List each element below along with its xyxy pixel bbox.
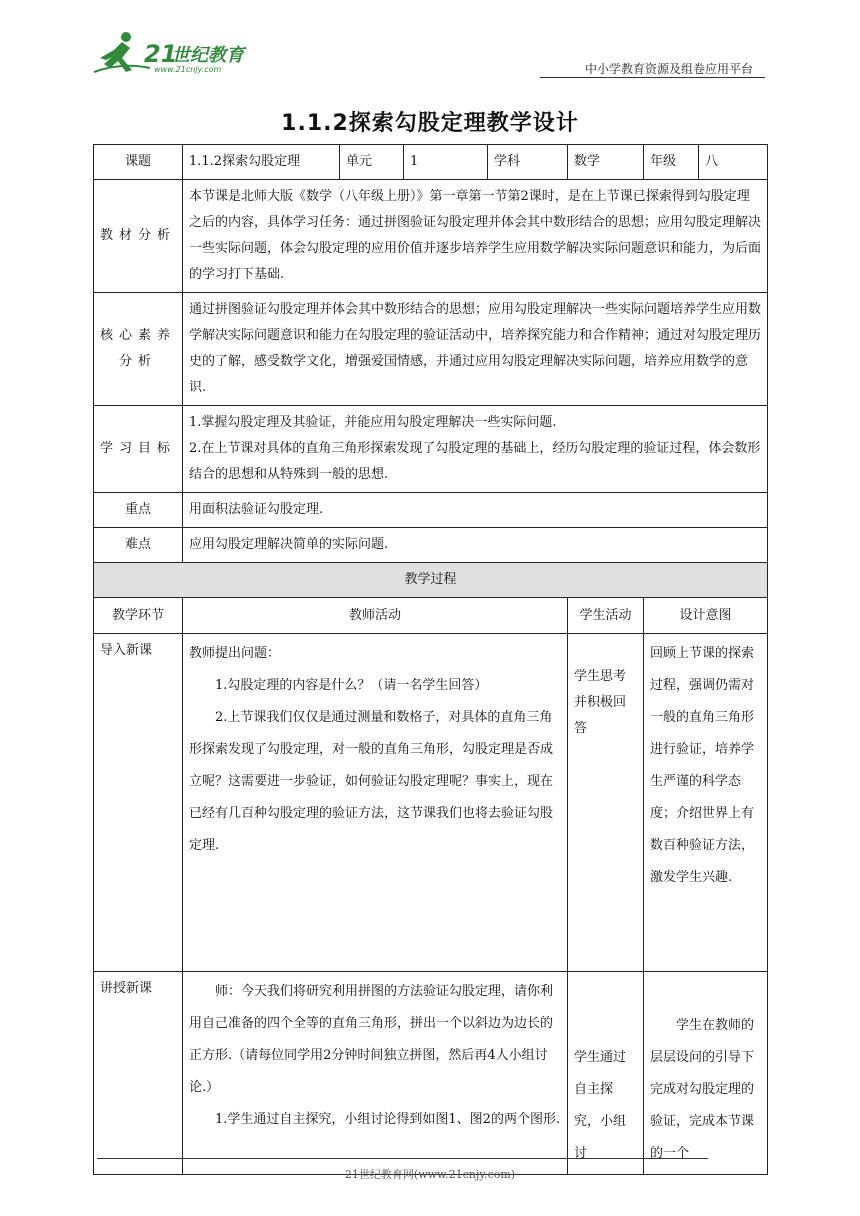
document-title: 1.1.2探索勾股定理教学设计 [281, 111, 579, 136]
teach-stage: 讲授新课 [94, 972, 183, 1175]
topic-value: 1.1.2探索勾股定理 [183, 145, 340, 180]
literacy-text: 通过拼图验证勾股定理并体会其中数形结合的思想；应用勾股定理解决一些实际问题培养学生应用数学解决实际问题意识和能力在勾股定理的验证活动中，培养探究能力和合作精神；通过对勾股定理历史的了解，感受数学文化，增强爱国情感，并通过应用勾股定理解决实际问题，培养应用数学的意识. [183, 293, 768, 406]
lesson-plan-table [93, 144, 768, 1175]
teach-student: 学生通过自主探究，小组讨 [568, 972, 644, 1175]
info-row [94, 145, 768, 180]
platform-name: 中小学教育资源及组卷应用平台 [584, 62, 753, 76]
subject-value: 数学 [568, 145, 644, 180]
goals-row [94, 406, 768, 493]
goals-label: 学习目标 [94, 406, 183, 493]
key-row [94, 493, 768, 528]
header-intent: 设计意图 [644, 598, 768, 634]
header-teacher: 教师活动 [183, 598, 568, 634]
header-stage: 教学环节 [94, 598, 183, 634]
page-header [0, 0, 860, 90]
teach-row [94, 972, 768, 1175]
goal-2: 2.在上节课对具体的直角三角形探索发现了勾股定理的基础上，经历勾股定理的验证过程，体会数形结合的思想和从特殊到一般的思想. [189, 441, 761, 482]
literacy-label: 核心素养分析 [94, 293, 183, 406]
unit-value: 1 [404, 145, 488, 180]
goals-cell [183, 406, 768, 493]
literacy-row [94, 293, 768, 406]
intro-teacher [183, 634, 568, 972]
material-row [94, 180, 768, 293]
material-text: 本节课是北师大版《数学（八年级上册）》第一章第一节第2课时，是在上节课已探索得到勾股定理之后的内容，具体学习任务：通过拼图验证勾股定理并体会其中数形结合的思想；应用勾股定理解决一些实际问题，体会勾股定理的应用价值并逐步培养学生应用数学解决实际问题意识和能力，为后面的学习打下基础. [183, 180, 768, 293]
intro-teacher-line-2: 1.勾股定理的内容是什么？（请一名学生回答） [215, 678, 488, 693]
teach-intent: 学生在教师的层层设问的引导下完成对勾股定理的验证，完成本节课的一个 [644, 972, 768, 1175]
intro-teacher-line-1: 教师提出问题： [189, 646, 281, 661]
header-student: 学生活动 [568, 598, 644, 634]
footer-divider [97, 1158, 708, 1159]
grade-label: 年级 [644, 145, 699, 180]
intro-student: 学生思考并积极回答 [568, 634, 644, 972]
intro-row [94, 634, 768, 972]
header-divider [540, 77, 765, 78]
process-header-row [94, 598, 768, 634]
grade-value: 八 [699, 145, 768, 180]
teach-teacher-line-1: 师：今天我们将研究利用拼图的方法验证勾股定理，请你利用自己准备的四个全等的直角三角形，拼出一个以斜边为边长的正方形.（请每位同学用2分钟时间独立拼图，然后再4人小组讨论.） [189, 984, 554, 1095]
unit-label: 单元 [340, 145, 404, 180]
subject-label: 学科 [488, 145, 568, 180]
intro-teacher-line-3: 2.上节课我们仅仅是通过测量和数格子，对具体的直角三角形探索发现了勾股定理，对一般的直角三角形，勾股定理是否成立呢？这需要进一步验证，如何验证勾股定理呢？事实上，现在已经有几百种勾股定理的验证方法，这节课我们也将去验证勾股定理. [189, 710, 554, 853]
svg-text:www.21cnjy.com: www.21cnjy.com [154, 65, 222, 74]
intro-intent: 回顾上节课的探索过程，强调仍需对一般的直角三角形进行验证，培养学生严谨的科学态度；介绍世界上有数百种验证方法，激发学生兴趣. [644, 634, 768, 972]
difficulty-label: 难点 [94, 528, 183, 563]
footer-text: 21世纪教育网(www.21cnjy.com) [344, 1168, 516, 1181]
difficulty-text: 应用勾股定理解决简单的实际问题. [183, 528, 768, 563]
topic-label: 课题 [94, 145, 183, 180]
svg-text:世纪教育: 世纪教育 [172, 45, 244, 66]
difficulty-row [94, 528, 768, 563]
svg-text:21: 21 [144, 40, 178, 68]
material-label: 教材分析 [94, 180, 183, 293]
runner-logo-icon [92, 28, 262, 78]
teach-teacher [183, 972, 568, 1175]
key-label: 重点 [94, 493, 183, 528]
intro-stage: 导入新课 [94, 634, 183, 972]
key-text: 用面积法验证勾股定理. [183, 493, 768, 528]
goal-1: 1.掌握勾股定理及其验证，并能应用勾股定理解决一些实际问题. [189, 415, 557, 430]
process-section-title: 教学过程 [94, 563, 768, 598]
teach-teacher-line-2: 1.学生通过自主探究，小组讨论得到如图1、图2的两个图形. [215, 1112, 561, 1127]
logo [92, 28, 262, 78]
process-section-row [94, 563, 768, 598]
